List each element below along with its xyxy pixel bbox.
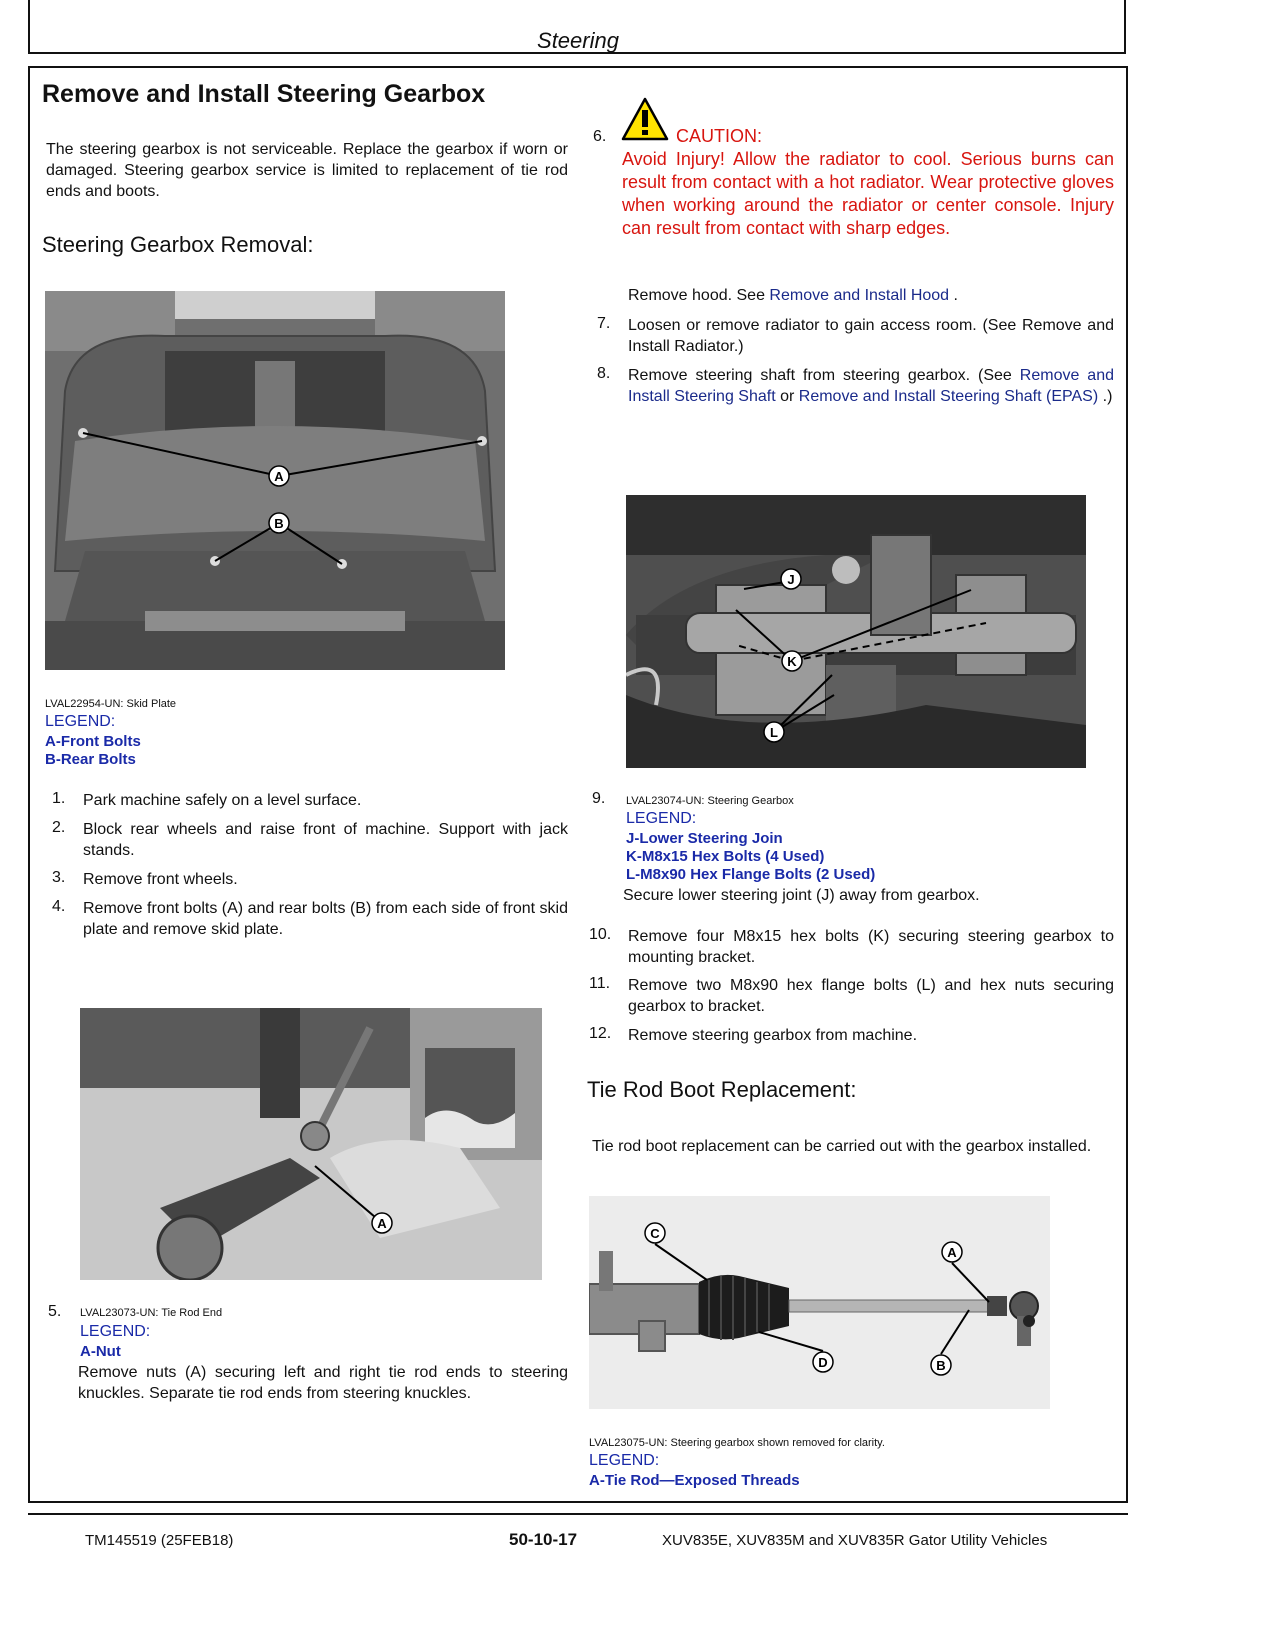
- fig3-legend-item: L-M8x90 Hex Flange Bolts (2 Used): [626, 866, 876, 883]
- fig4-legend-title: LEGEND:: [589, 1452, 660, 1469]
- skid-plate-illustration: [45, 291, 505, 670]
- step8-text: [628, 365, 1114, 407]
- svg-text:C: C: [650, 1226, 660, 1241]
- fig2-legend-title: LEGEND:: [80, 1323, 151, 1340]
- remove-install-steering-shaft-epas-link[interactable]: Remove and Install Steering Shaft (EPAS): [798, 388, 1099, 405]
- page-number: 50-10-17: [509, 1530, 578, 1549]
- step-number: 11.: [589, 975, 611, 992]
- skid-plate-photo: [45, 291, 505, 670]
- callout-b: [931, 1355, 951, 1375]
- fig1-legend-item: A-Front Bolts: [45, 733, 141, 750]
- tie-rod-end-photo: [80, 1008, 542, 1280]
- warning-triangle-icon: [621, 97, 669, 141]
- step-number: 6.: [593, 128, 607, 145]
- step-number: 4.: [52, 898, 66, 915]
- caution-text: Avoid Injury! Allow the radiator to cool. Serious burns can result from contact with a hot radiator. Wear protective gloves when working around the radiator or center console. Injury can result from contact with sharp edges.: [622, 149, 1114, 238]
- step8-post: .): [1098, 388, 1113, 405]
- step-text: Block rear wheels and raise front of machine. Support with jack stands.: [83, 821, 568, 859]
- tie-rod-end-illustration: [80, 1008, 542, 1280]
- removal-heading: Steering Gearbox Removal:: [42, 232, 314, 257]
- svg-text:D: D: [818, 1355, 828, 1370]
- tierod-intro: Tie rod boot replacement can be carried out with the gearbox installed.: [592, 1138, 1092, 1155]
- svg-text:A: A: [274, 469, 284, 484]
- fig2-legend-item: A-Nut: [80, 1343, 121, 1360]
- svg-text:A: A: [377, 1216, 387, 1231]
- step-text: Loosen or remove radiator to gain access room. (See Remove and Install Radiator.): [628, 317, 1114, 355]
- fig3-legend-item: K-M8x15 Hex Bolts (4 Used): [626, 848, 825, 865]
- callout-c: [645, 1223, 665, 1243]
- step-text: Remove two M8x90 hex flange bolts (L) and hex nuts securing gearbox to bracket.: [628, 977, 1114, 1015]
- step-text: Remove front wheels.: [83, 871, 238, 888]
- step-text: Remove front bolts (A) and rear bolts (B) from each side of front skid plate and remove skid plate.: [83, 900, 568, 938]
- svg-text:A: A: [947, 1245, 957, 1260]
- callout-k: [782, 651, 802, 671]
- step-number: 8.: [597, 365, 611, 382]
- tierod-heading: Tie Rod Boot Replacement:: [587, 1077, 857, 1102]
- caution-label: CAUTION:: [676, 126, 763, 146]
- fig3-caption: LVAL23074-UN: Steering Gearbox: [626, 795, 794, 807]
- vehicle-title: XUV835E, XUV835M and XUV835R Gator Utility Vehicles: [662, 1532, 1048, 1549]
- callout-d: [813, 1352, 833, 1372]
- remove-install-steering-shaft-link[interactable]: Remove and Install Steering Shaft: [628, 367, 1114, 405]
- callout-a: [269, 466, 289, 486]
- step-number: 5.: [48, 1303, 62, 1320]
- callout-j: [781, 569, 801, 589]
- fig3-legend-item: J-Lower Steering Join: [626, 830, 783, 847]
- fig3-legend-title: LEGEND:: [626, 810, 697, 827]
- step-text: Secure lower steering joint (J) away from gearbox.: [623, 887, 980, 904]
- tie-rod-boot-illustration: [589, 1196, 1050, 1409]
- steering-gearbox-photo: [626, 495, 1086, 768]
- svg-text:L: L: [770, 725, 778, 740]
- step-number: 3.: [52, 869, 66, 886]
- step8-pre: Remove steering shaft from steering gearbox. (See: [628, 367, 1020, 384]
- svg-text:J: J: [787, 572, 795, 587]
- step-number: 1.: [52, 790, 66, 807]
- intro-paragraph: The steering gearbox is not serviceable. Replace the gearbox if worn or damaged. Steering gearbox service is limited to replacement of tie rod ends and boots.: [46, 141, 568, 200]
- step6-pre: Remove hood. See: [628, 287, 770, 304]
- step-text: Remove steering gearbox from machine.: [628, 1027, 918, 1044]
- steering-gearbox-illustration: [626, 495, 1086, 768]
- step6-text: [628, 285, 1114, 306]
- callout-a: [372, 1213, 392, 1233]
- step-number: 12.: [589, 1025, 612, 1042]
- step-text: Remove four M8x15 hex bolts (K) securing steering gearbox to mounting bracket.: [628, 928, 1114, 966]
- fig4-caption: LVAL23075-UN: Steering gearbox shown removed for clarity.: [589, 1437, 885, 1449]
- step-text: Remove nuts (A) securing left and right tie rod ends to steering knuckles. Separate tie rod ends from steering knuckles.: [78, 1364, 568, 1402]
- section-title: Steering: [537, 28, 619, 53]
- step8-mid: or: [775, 388, 799, 405]
- remove-install-hood-link[interactable]: Remove and Install Hood: [769, 287, 950, 304]
- svg-text:K: K: [787, 654, 797, 669]
- step-number: 10.: [589, 926, 612, 943]
- callout-b: [269, 513, 289, 533]
- step-number: 9.: [592, 790, 606, 807]
- callout-a: [942, 1242, 962, 1262]
- document-id: TM145519 (25FEB18): [85, 1532, 234, 1549]
- step-text: Park machine safely on a level surface.: [83, 792, 362, 809]
- fig4-legend-item: A-Tie Rod—Exposed Threads: [589, 1472, 800, 1489]
- fig2-caption: LVAL23073-UN: Tie Rod End: [80, 1307, 223, 1319]
- step-number: 7.: [597, 315, 611, 332]
- fig1-legend-item: B-Rear Bolts: [45, 751, 136, 768]
- fig1-legend-title: LEGEND:: [45, 713, 116, 730]
- page-title: Remove and Install Steering Gearbox: [42, 80, 486, 108]
- fig1-caption: LVAL22954-UN: Skid Plate: [45, 698, 177, 710]
- tie-rod-boot-photo: [589, 1196, 1050, 1409]
- callout-l: [764, 722, 784, 742]
- footer-rule: [28, 1513, 1128, 1515]
- svg-text:B: B: [936, 1358, 946, 1373]
- svg-text:B: B: [274, 516, 284, 531]
- step-number: 2.: [52, 819, 66, 836]
- step6-post: .: [949, 287, 958, 304]
